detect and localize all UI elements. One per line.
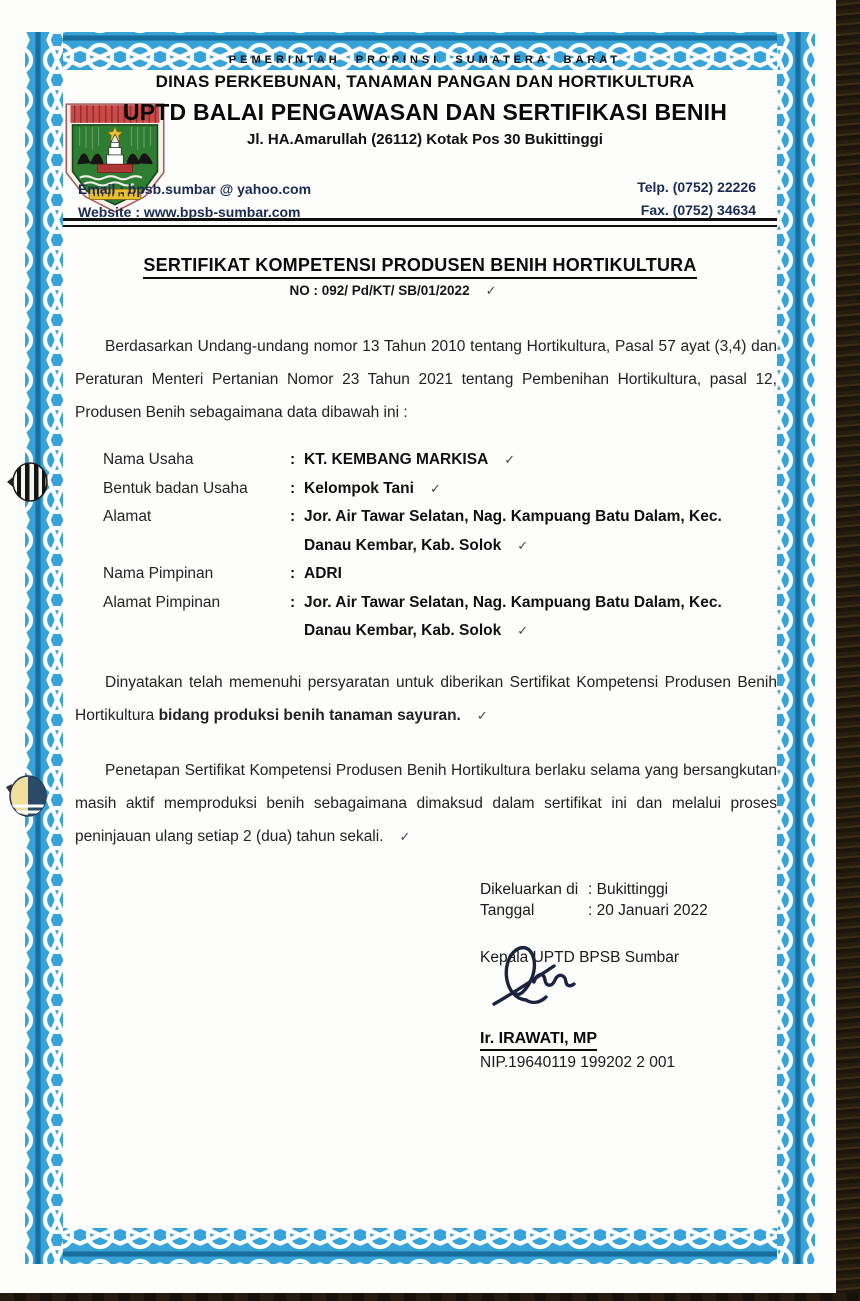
issued-place-line: Dikeluarkan di : Bukittinggi — [480, 881, 669, 898]
scope-of-certificate: bidang produksi benih tanaman sayuran. — [158, 707, 461, 724]
website-link: www.bpsb-sumbar.com — [143, 204, 301, 220]
signature-block — [480, 880, 708, 1072]
paragraph-validity: Penetapan Sertifikat Kompetensi Produsen Benih Hortikultura berlaku selama yang bersangkutan masih aktif memproduksi benih sebagaimana dimaksud dalam sertifikat ini dan melalui proses peninjauan ulang setiap 2 (dua) tahun sekali. ✓ — [75, 762, 777, 845]
signer-title: Kepala UPTD BPSB Sumbar — [480, 949, 680, 966]
certificate-number-line — [63, 283, 723, 299]
telp-line: Telp. (0752) 22226 — [637, 179, 756, 195]
paragraph-declaration: Dinyatakan telah memenuhi persyaratan untuk diberikan Sertifikat Kompetensi Produsen Benih Hortikultura bidang produksi benih tanaman sayuran. ✓ — [75, 674, 777, 724]
checkmark: ✓ — [485, 283, 497, 298]
letterhead-divider-rule — [63, 218, 777, 227]
government-line: PEMERINTAH PROPINSI SUMATERA BARAT — [228, 54, 622, 66]
striped-pin-icon — [4, 458, 52, 506]
striped-pin-icon — [2, 770, 52, 822]
office-name: UPTD BALAI PENGAWASAN DAN SERTIFIKASI BENIH — [122, 99, 728, 126]
fax-line: Fax. (0752) 34634 — [640, 202, 756, 218]
checkmark: ✓ — [504, 452, 516, 467]
website-label: Website : — [78, 204, 144, 220]
email-line — [78, 178, 311, 201]
signer-nip: NIP.19640119 199202 2 001 — [480, 1054, 676, 1071]
photo-background-edge-bottom — [0, 1293, 860, 1301]
certificate-title-block — [63, 255, 777, 279]
field-nama-pimpinan: Nama Pimpinan : ADRI — [103, 565, 342, 582]
field-bentuk-badan-usaha: Bentuk badan Usaha : Kelompok Tani ✓ — [103, 475, 783, 504]
checkmark: ✓ — [429, 480, 441, 496]
issued-date-line: Tanggal : 20 Januari 2022 — [480, 902, 708, 919]
checkmark: ✓ — [476, 708, 488, 723]
paragraph-legal-basis: Berdasarkan Undang-undang nomor 13 Tahun 2010 tentang Hortikultura, Pasal 57 ayat (3,4) dan Peraturan Menteri Pertanian Nomor 23 Tahun 2021 tentang Pembenihan Hortikultura, pasal 12, Produsen Benih sebagaimana data dibawah ini : — [75, 338, 777, 421]
office-address: Jl. HA.Amarullah (26112) Kotak Pos 30 Bukittinggi — [247, 130, 603, 148]
email-label: Email : — [78, 181, 128, 197]
certificate-title: SERTIFIKAT KOMPETENSI PRODUSEN BENIH HORTIKULTURA — [143, 255, 696, 279]
field-nama-usaha: Nama Usaha : KT. KEMBANG MARKISA ✓ — [103, 446, 783, 475]
certificate-number: NO : 092/ Pd/KT/ SB/01/2022 — [289, 283, 470, 298]
checkmark: ✓ — [399, 829, 411, 844]
agency-line: DINAS PERKEBUNAN, TANAMAN PANGAN DAN HORTIKULTURA — [155, 71, 695, 91]
contact-right-block — [637, 176, 756, 222]
photo-background-edge-right — [836, 0, 860, 1301]
checkmark: ✓ — [517, 537, 529, 553]
letterhead — [120, 54, 730, 148]
signer-name: Ir. IRAWATI, MP — [480, 1030, 597, 1051]
handwritten-signature — [488, 938, 608, 1010]
field-alamat: Alamat : Jor. Air Tawar Selatan, Nag. Kampuang Batu Dalam, Kec. Danau Kembar, Kab. Solok ✓ — [103, 508, 722, 554]
field-alamat-pimpinan: Alamat Pimpinan : Jor. Air Tawar Selatan, Nag. Kampuang Batu Dalam, Kec. Danau Kembar, Kab. Solok ✓ — [103, 593, 722, 639]
email-value: bpsb.sumbar @ yahoo.com — [127, 181, 312, 197]
checkmark: ✓ — [517, 623, 529, 638]
producer-data-fields — [103, 446, 783, 646]
